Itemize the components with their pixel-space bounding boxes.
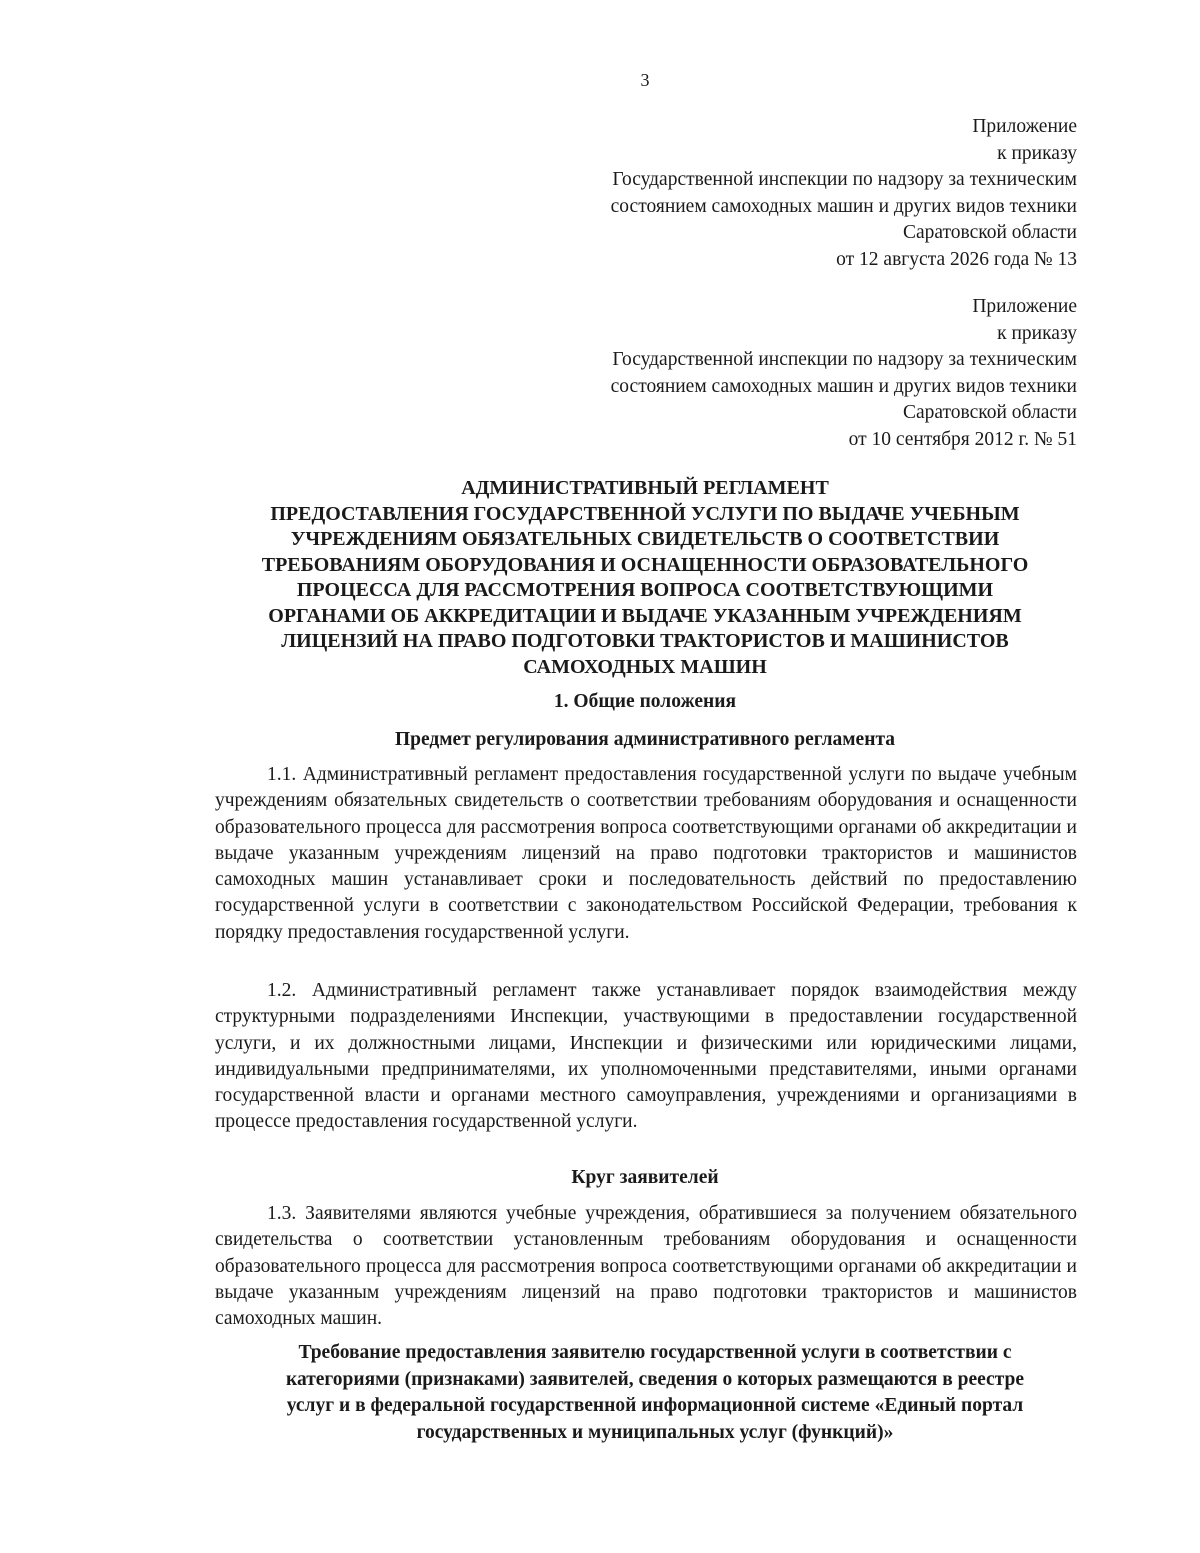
page-number: 3	[640, 70, 650, 90]
section-heading-general: 1. Общие положения	[553, 691, 737, 712]
appendix-line: Государственной инспекции по надзору за техническим	[612, 169, 1077, 190]
appendix-line: к приказу	[997, 142, 1077, 164]
title-line: ТРЕБОВАНИЯМ ОБОРУДОВАНИЯ И ОСНАЩЕННОСТИ ОБРАЗОВАТЕЛЬНОГО	[261, 553, 1029, 576]
title-line: ПРОЦЕССА ДЛЯ РАССМОТРЕНИЯ ВОПРОСА СООТВЕТСТВУЮЩИМИ	[296, 579, 994, 601]
appendix-line: Государственной инспекции по надзору за техническим	[612, 349, 1077, 370]
appendix-line: к приказу	[997, 322, 1077, 344]
heading-line: государственных и муниципальных услуг (функций)»	[416, 1421, 894, 1443]
paragraph-1-2: 1.2. Административный регламент также устанавливает порядок взаимодействия между структурными подразделениями Инспекции, участвующими в предоставлении государственной услуги, и их должностными лицами, Инспекции и физическими или юридическими лицами, индивидуальными предпринимателями, их уполномоченными представителями, иными органами государственной власти и органами местного самоуправления, учреждениями и организациями в процессе предоставления государственной услуги.	[215, 980, 1077, 1133]
appendix-line: Приложение	[972, 296, 1077, 317]
appendix-block-current	[517, 114, 1077, 273]
appendix-line: Саратовской области	[902, 402, 1077, 423]
title-line: ЛИЦЕНЗИЙ НА ПРАВО ПОДГОТОВКИ ТРАКТОРИСТОВ И МАШИНИСТОВ	[281, 630, 1009, 652]
title-line: АДМИНИСТРАТИВНЫЙ РЕГЛАМЕНТ	[461, 477, 829, 499]
appendix-line: Саратовской области	[902, 222, 1077, 243]
appendix-line: состоянием самоходных машин и других видов техники	[610, 195, 1077, 217]
title-line: УЧРЕЖДЕНИЯМ ОБЯЗАТЕЛЬНЫХ СВИДЕТЕЛЬСТВ О СООТВЕТСТВИИ	[290, 528, 1000, 550]
paragraph-1-3: 1.3. Заявителями являются учебные учреждения, обратившиеся за получением обязательного свидетельства о соответствии установленным требованиям оборудования и оснащенности образовательного процесса для рассмотрения вопроса соответствующими органами об аккредитации и выдаче указанным учреждениям лицензий на право подготовки трактористов и машинистов самоходных машин.	[215, 1203, 1077, 1330]
document-title	[190, 476, 1100, 680]
appendix-block-original	[517, 294, 1077, 453]
heading-line: категориями (признаками) заявителей, сведения о которых размещаются в реестре	[286, 1368, 1024, 1390]
subsection-heading-applicants: Круг заявителей	[571, 1167, 719, 1188]
paragraph-1-1: 1.1. Административный регламент предоставления государственной услуги по выдаче учебным учреждениям обязательных свидетельств о соответствии требованиям оборудования и оснащенности образовательного процесса для рассмотрения вопроса соответствующими органами об аккредитации и выдаче указанным учреждениям лицензий на право подготовки трактористов и машинистов самоходных машин устанавливает сроки и последовательность действий по предоставлению государственной услуги в соответствии с законодательством Российской Федерации, требования к порядку предоставления государственной услуги.	[215, 764, 1077, 943]
heading-line: Требование предоставления заявителю государственной услуги в соответствии с	[298, 1342, 1012, 1363]
title-line: САМОХОДНЫХ МАШИН	[523, 655, 767, 678]
appendix-line: состоянием самоходных машин и других видов техники	[610, 375, 1077, 397]
appendix-date-line: от 10 сентября 2012 г. № 51	[848, 428, 1077, 450]
subsection-heading-requirement	[200, 1340, 1110, 1446]
appendix-line: Приложение	[972, 116, 1077, 137]
title-line: ПРЕДОСТАВЛЕНИЯ ГОСУДАРСТВЕННОЙ УСЛУГИ ПО ВЫДАЧЕ УЧЕБНЫМ	[270, 502, 1020, 525]
heading-line: услуг и в федеральной государственной информационной системе «Единый портал	[286, 1395, 1024, 1416]
title-line: ОРГАНАМИ ОБ АККРЕДИТАЦИИ И ВЫДАЧЕ УКАЗАННЫМ УЧРЕЖДЕНИЯМ	[268, 604, 1022, 627]
subsection-heading-subject: Предмет регулирования административного регламента	[394, 729, 896, 750]
appendix-date-line: от 12 августа 2026 года № 13	[836, 248, 1077, 270]
